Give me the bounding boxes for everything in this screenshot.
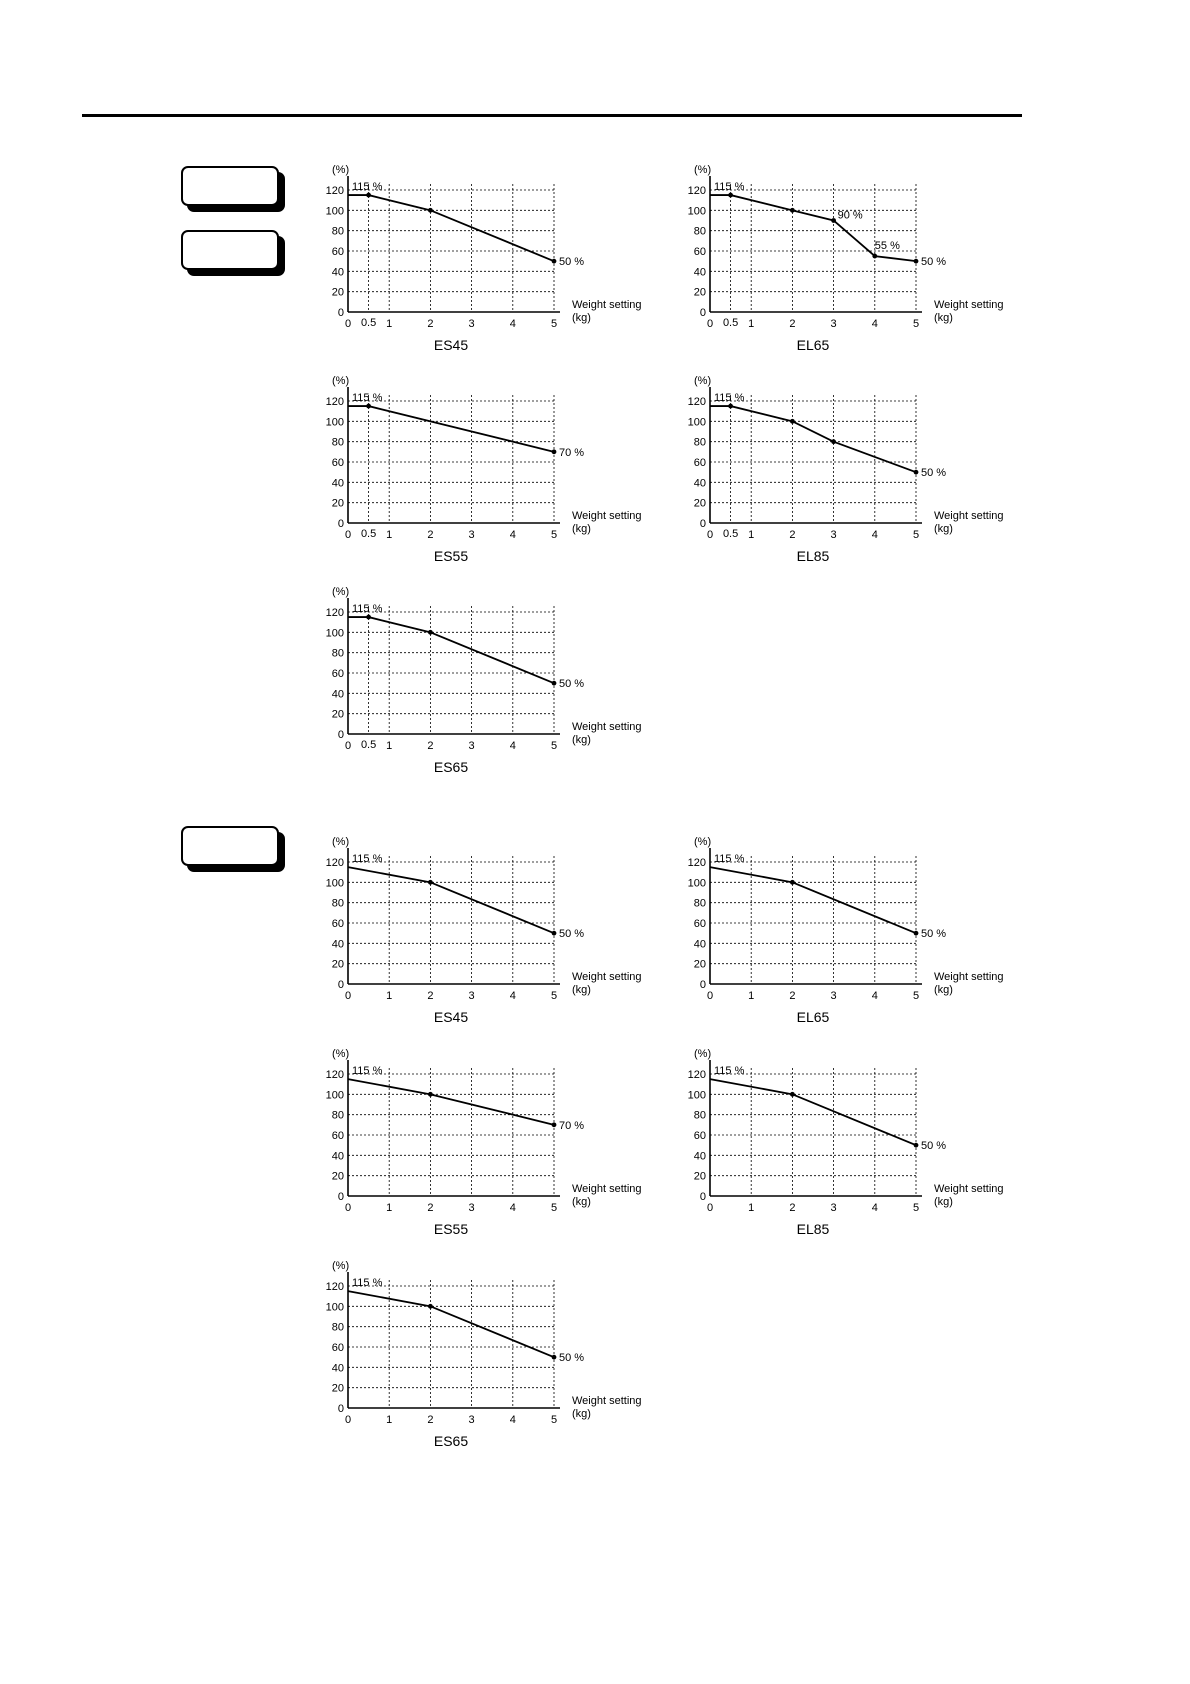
data-point bbox=[366, 615, 371, 620]
x-tick-label-half: 0.5 bbox=[360, 317, 377, 329]
x-tick-label: 1 bbox=[386, 1414, 393, 1426]
data-label: 115 % bbox=[714, 1065, 745, 1078]
x-tick-label-half: 0.5 bbox=[722, 317, 739, 329]
y-tick-label: 20 bbox=[693, 1170, 706, 1183]
y-tick-label: 120 bbox=[325, 607, 344, 619]
data-label: 115 % bbox=[352, 392, 383, 405]
data-label: 50 % bbox=[921, 1140, 947, 1153]
x-tick-label: 3 bbox=[830, 1202, 837, 1214]
y-tick-label: 120 bbox=[325, 396, 344, 408]
y-tick-label: 100 bbox=[687, 416, 706, 429]
x-tick-label-half: 0.5 bbox=[360, 739, 377, 751]
y-tick-label: 60 bbox=[331, 246, 344, 258]
x-tick-label: 1 bbox=[748, 318, 755, 330]
y-tick-label: 100 bbox=[325, 1089, 344, 1102]
chart-el65-bottom bbox=[680, 830, 1040, 1030]
x-tick-label: 3 bbox=[468, 318, 475, 330]
x-tick-label: 5 bbox=[912, 318, 920, 330]
x-tick-label-half: 0.5 bbox=[360, 528, 377, 540]
y-tick-label: 120 bbox=[325, 857, 344, 869]
y-tick-label: 20 bbox=[331, 497, 344, 510]
y-axis-label: (%) bbox=[332, 836, 350, 848]
x-axis-unit: (kg) bbox=[572, 1196, 591, 1208]
data-point bbox=[428, 1092, 433, 1097]
data-label: 115 % bbox=[352, 1277, 383, 1290]
y-tick-label: 60 bbox=[331, 918, 344, 930]
data-label: 115 % bbox=[352, 853, 383, 866]
x-tick-label: 3 bbox=[468, 990, 475, 1002]
series-line bbox=[348, 406, 554, 452]
x-tick-label-half: 0.5 bbox=[722, 528, 739, 540]
x-tick-label: 1 bbox=[748, 990, 755, 1002]
x-axis-unit: (kg) bbox=[934, 1196, 953, 1208]
x-tick-label: 3 bbox=[830, 318, 837, 330]
x-axis-label: Weight setting bbox=[572, 971, 642, 983]
y-axis-label: (%) bbox=[694, 375, 712, 387]
x-tick-label: 3 bbox=[468, 1414, 475, 1426]
data-point bbox=[728, 193, 733, 198]
y-tick-label: 40 bbox=[693, 266, 706, 279]
y-tick-label: 20 bbox=[331, 708, 344, 721]
y-tick-label: 120 bbox=[687, 1069, 706, 1081]
y-tick-label: 40 bbox=[693, 1150, 706, 1163]
x-tick-label: 4 bbox=[871, 1202, 878, 1214]
data-point bbox=[728, 404, 733, 409]
x-tick-label: 0 bbox=[344, 990, 352, 1002]
chart-title: ES45 bbox=[433, 1009, 469, 1025]
x-tick-label: 0 bbox=[344, 318, 352, 330]
section-tag bbox=[181, 166, 279, 206]
x-tick-label: 5 bbox=[550, 990, 558, 1002]
chart-es55-bottom bbox=[318, 1042, 678, 1242]
x-tick-label: 4 bbox=[871, 990, 878, 1002]
data-point bbox=[790, 1092, 795, 1097]
data-label: 115 % bbox=[352, 603, 383, 616]
data-label: 55 % bbox=[874, 240, 900, 253]
x-tick-label: 1 bbox=[748, 529, 755, 541]
y-tick-label: 100 bbox=[325, 205, 344, 218]
data-label: 115 % bbox=[352, 1065, 383, 1078]
y-tick-label: 60 bbox=[693, 1130, 706, 1142]
x-tick-label: 0 bbox=[706, 990, 714, 1002]
x-axis-unit: (kg) bbox=[572, 1408, 591, 1420]
data-label: 70 % bbox=[559, 446, 585, 459]
y-tick-label: 0 bbox=[337, 307, 344, 319]
y-tick-label: 80 bbox=[693, 897, 706, 910]
y-tick-label: 60 bbox=[693, 246, 706, 258]
series-line bbox=[348, 617, 554, 683]
y-tick-label: 80 bbox=[331, 436, 344, 449]
data-label: 50 % bbox=[559, 928, 585, 941]
x-tick-label: 0 bbox=[706, 1202, 714, 1214]
y-tick-label: 100 bbox=[687, 1089, 706, 1102]
data-label: 70 % bbox=[559, 1119, 585, 1132]
y-tick-label: 20 bbox=[693, 286, 706, 299]
chart-title: ES55 bbox=[433, 1221, 469, 1237]
y-axis-label: (%) bbox=[694, 164, 712, 176]
y-tick-label: 20 bbox=[331, 958, 344, 971]
data-point bbox=[428, 880, 433, 885]
x-axis-label: Weight setting bbox=[934, 1183, 1004, 1195]
x-tick-label: 1 bbox=[386, 318, 393, 330]
y-tick-label: 100 bbox=[687, 205, 706, 218]
x-axis-label: Weight setting bbox=[572, 1395, 642, 1407]
y-tick-label: 40 bbox=[331, 477, 344, 490]
chart-title: ES65 bbox=[433, 1433, 469, 1449]
y-tick-label: 120 bbox=[687, 857, 706, 869]
series-line bbox=[710, 867, 916, 933]
data-label: 115 % bbox=[352, 181, 383, 194]
data-point bbox=[790, 208, 795, 213]
y-tick-label: 40 bbox=[331, 688, 344, 701]
x-axis-label: Weight setting bbox=[572, 721, 642, 733]
x-tick-label: 2 bbox=[427, 740, 434, 752]
x-tick-label: 5 bbox=[550, 1202, 558, 1214]
section-tag bbox=[181, 230, 279, 270]
data-label: 115 % bbox=[714, 181, 745, 194]
section-tag bbox=[181, 826, 279, 866]
y-tick-label: 80 bbox=[331, 897, 344, 910]
header-rule bbox=[82, 114, 1022, 117]
data-label: 115 % bbox=[714, 392, 745, 405]
chart-el65-top bbox=[680, 158, 1040, 358]
x-tick-label: 4 bbox=[509, 1414, 516, 1426]
data-point bbox=[428, 208, 433, 213]
data-point bbox=[914, 931, 919, 936]
y-tick-label: 40 bbox=[331, 1150, 344, 1163]
y-tick-label: 20 bbox=[693, 497, 706, 510]
chart-title: ES55 bbox=[433, 548, 469, 564]
y-tick-label: 40 bbox=[331, 1362, 344, 1375]
y-tick-label: 100 bbox=[687, 877, 706, 890]
x-tick-label: 2 bbox=[427, 529, 434, 541]
y-tick-label: 20 bbox=[331, 1170, 344, 1183]
data-point bbox=[831, 439, 836, 444]
x-axis-unit: (kg) bbox=[572, 734, 591, 746]
data-point bbox=[428, 630, 433, 635]
y-tick-label: 100 bbox=[325, 877, 344, 890]
x-tick-label: 5 bbox=[550, 740, 558, 752]
x-axis-unit: (kg) bbox=[934, 984, 953, 996]
y-tick-label: 100 bbox=[325, 627, 344, 640]
y-axis-label: (%) bbox=[694, 1048, 712, 1060]
data-point bbox=[914, 259, 919, 264]
x-axis-unit: (kg) bbox=[572, 312, 591, 324]
x-tick-label: 5 bbox=[550, 318, 558, 330]
data-label: 50 % bbox=[921, 467, 947, 480]
x-tick-label: 2 bbox=[789, 1202, 796, 1214]
x-axis-label: Weight setting bbox=[934, 510, 1004, 522]
chart-title: ES65 bbox=[433, 759, 469, 775]
data-label: 50 % bbox=[559, 678, 585, 691]
x-tick-label: 1 bbox=[748, 1202, 755, 1214]
y-tick-label: 40 bbox=[693, 477, 706, 490]
chart-es65-top bbox=[318, 580, 678, 780]
y-tick-label: 120 bbox=[325, 1069, 344, 1081]
data-point bbox=[428, 1304, 433, 1309]
x-axis-label: Weight setting bbox=[572, 299, 642, 311]
y-axis-label: (%) bbox=[332, 1260, 350, 1272]
x-tick-label: 0 bbox=[344, 529, 352, 541]
x-tick-label: 2 bbox=[789, 990, 796, 1002]
data-point bbox=[790, 419, 795, 424]
x-tick-label: 0 bbox=[344, 740, 352, 752]
x-tick-label: 1 bbox=[386, 740, 393, 752]
y-tick-label: 40 bbox=[693, 938, 706, 951]
x-tick-label: 2 bbox=[427, 1202, 434, 1214]
y-tick-label: 60 bbox=[331, 1342, 344, 1354]
data-point bbox=[552, 1122, 557, 1127]
y-tick-label: 20 bbox=[693, 958, 706, 971]
data-point bbox=[552, 681, 557, 686]
data-label: 50 % bbox=[921, 256, 947, 269]
x-tick-label: 2 bbox=[789, 318, 796, 330]
x-axis-label: Weight setting bbox=[572, 510, 642, 522]
chart-title: EL65 bbox=[796, 1009, 830, 1025]
y-axis-label: (%) bbox=[332, 586, 350, 598]
series-line bbox=[348, 1079, 554, 1125]
y-tick-label: 60 bbox=[331, 1130, 344, 1142]
x-axis-unit: (kg) bbox=[572, 523, 591, 535]
y-tick-label: 60 bbox=[693, 457, 706, 469]
chart-el85-bottom bbox=[680, 1042, 1040, 1242]
y-tick-label: 80 bbox=[331, 225, 344, 238]
y-tick-label: 100 bbox=[325, 1301, 344, 1314]
x-axis-label: Weight setting bbox=[934, 299, 1004, 311]
x-tick-label: 4 bbox=[509, 990, 516, 1002]
x-tick-label: 3 bbox=[468, 740, 475, 752]
y-axis-label: (%) bbox=[332, 164, 350, 176]
data-point bbox=[552, 259, 557, 264]
y-tick-label: 0 bbox=[337, 1191, 344, 1203]
y-tick-label: 0 bbox=[699, 518, 706, 530]
y-tick-label: 80 bbox=[693, 225, 706, 238]
data-label: 90 % bbox=[837, 209, 863, 222]
y-tick-label: 120 bbox=[687, 396, 706, 408]
x-tick-label: 2 bbox=[789, 529, 796, 541]
data-label: 115 % bbox=[714, 853, 745, 866]
data-label: 50 % bbox=[921, 928, 947, 941]
series-line bbox=[348, 195, 554, 261]
y-axis-label: (%) bbox=[332, 375, 350, 387]
series-line bbox=[348, 867, 554, 933]
y-tick-label: 0 bbox=[337, 1403, 344, 1415]
data-label: 50 % bbox=[559, 256, 585, 269]
y-tick-label: 120 bbox=[687, 185, 706, 197]
y-tick-label: 0 bbox=[337, 729, 344, 741]
x-tick-label: 5 bbox=[912, 990, 920, 1002]
x-tick-label: 5 bbox=[550, 1414, 558, 1426]
chart-title: EL65 bbox=[796, 337, 830, 353]
x-axis-unit: (kg) bbox=[934, 523, 953, 535]
x-tick-label: 4 bbox=[871, 318, 878, 330]
x-tick-label: 0 bbox=[344, 1202, 352, 1214]
y-tick-label: 120 bbox=[325, 1281, 344, 1293]
y-tick-label: 60 bbox=[331, 457, 344, 469]
y-tick-label: 80 bbox=[331, 1321, 344, 1334]
x-tick-label: 2 bbox=[427, 318, 434, 330]
chart-es45-top bbox=[318, 158, 678, 358]
x-tick-label: 3 bbox=[468, 1202, 475, 1214]
x-tick-label: 0 bbox=[706, 318, 714, 330]
chart-es65-bottom bbox=[318, 1254, 678, 1454]
y-tick-label: 100 bbox=[325, 416, 344, 429]
x-tick-label: 5 bbox=[912, 1202, 920, 1214]
x-tick-label: 2 bbox=[427, 1414, 434, 1426]
x-axis-unit: (kg) bbox=[572, 984, 591, 996]
x-tick-label: 1 bbox=[386, 990, 393, 1002]
x-tick-label: 3 bbox=[830, 529, 837, 541]
chart-el85-top bbox=[680, 369, 1040, 569]
x-tick-label: 0 bbox=[706, 529, 714, 541]
data-point bbox=[790, 880, 795, 885]
y-tick-label: 20 bbox=[331, 286, 344, 299]
y-tick-label: 60 bbox=[693, 918, 706, 930]
data-point bbox=[552, 931, 557, 936]
y-tick-label: 80 bbox=[331, 1109, 344, 1122]
x-tick-label: 3 bbox=[468, 529, 475, 541]
y-axis-label: (%) bbox=[332, 1048, 350, 1060]
y-axis-label: (%) bbox=[694, 836, 712, 848]
y-tick-label: 0 bbox=[337, 979, 344, 991]
data-label: 50 % bbox=[559, 1352, 585, 1365]
y-tick-label: 0 bbox=[337, 518, 344, 530]
y-tick-label: 80 bbox=[693, 436, 706, 449]
y-tick-label: 60 bbox=[331, 668, 344, 680]
series-line bbox=[710, 406, 916, 472]
x-axis-label: Weight setting bbox=[934, 971, 1004, 983]
x-tick-label: 5 bbox=[912, 529, 920, 541]
data-point bbox=[831, 218, 836, 223]
chart-title: EL85 bbox=[796, 1221, 830, 1237]
x-tick-label: 4 bbox=[509, 529, 516, 541]
x-tick-label: 4 bbox=[509, 740, 516, 752]
y-tick-label: 80 bbox=[331, 647, 344, 660]
chart-es55-top bbox=[318, 369, 678, 569]
data-point bbox=[552, 449, 557, 454]
x-tick-label: 5 bbox=[550, 529, 558, 541]
y-tick-label: 0 bbox=[699, 307, 706, 319]
y-tick-label: 120 bbox=[325, 185, 344, 197]
series-line bbox=[710, 1079, 916, 1145]
y-tick-label: 40 bbox=[331, 938, 344, 951]
x-tick-label: 2 bbox=[427, 990, 434, 1002]
data-point bbox=[366, 404, 371, 409]
chart-es45-bottom bbox=[318, 830, 678, 1030]
chart-title: ES45 bbox=[433, 337, 469, 353]
x-tick-label: 4 bbox=[871, 529, 878, 541]
y-tick-label: 80 bbox=[693, 1109, 706, 1122]
data-point bbox=[552, 1355, 557, 1360]
series-line bbox=[348, 1291, 554, 1357]
x-tick-label: 0 bbox=[344, 1414, 352, 1426]
y-tick-label: 0 bbox=[699, 1191, 706, 1203]
chart-title: EL85 bbox=[796, 548, 830, 564]
data-point bbox=[914, 470, 919, 475]
x-tick-label: 4 bbox=[509, 1202, 516, 1214]
x-tick-label: 1 bbox=[386, 1202, 393, 1214]
x-tick-label: 4 bbox=[509, 318, 516, 330]
data-point bbox=[872, 254, 877, 259]
x-axis-unit: (kg) bbox=[934, 312, 953, 324]
data-point bbox=[366, 193, 371, 198]
x-tick-label: 1 bbox=[386, 529, 393, 541]
y-tick-label: 40 bbox=[331, 266, 344, 279]
y-tick-label: 0 bbox=[699, 979, 706, 991]
y-tick-label: 20 bbox=[331, 1382, 344, 1395]
x-axis-label: Weight setting bbox=[572, 1183, 642, 1195]
x-tick-label: 3 bbox=[830, 990, 837, 1002]
data-point bbox=[914, 1143, 919, 1148]
